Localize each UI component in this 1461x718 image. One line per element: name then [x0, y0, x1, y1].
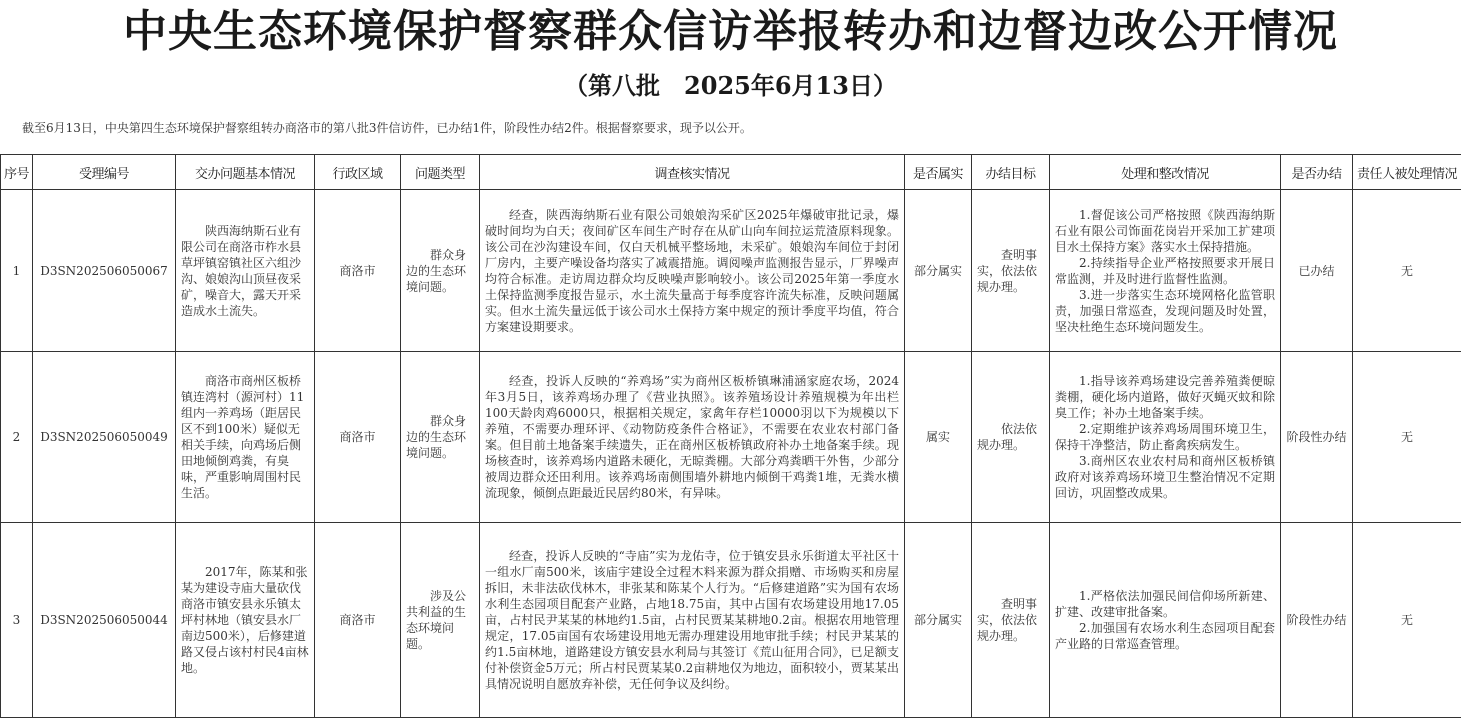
- col-header-no: 序号: [1, 155, 33, 190]
- basic-text: 陕西海纳斯石业有限公司在商洛市柞水县草坪镇窑镇社区六组沙沟、娘娘沟山顶昼夜采矿，噪音大，露天开采造成水土流失。: [181, 223, 309, 319]
- col-header-true-status: 是否属实: [905, 155, 972, 190]
- col-header-code: 受理编号: [33, 155, 176, 190]
- investigation-text: 经查，投诉人反映的“养鸡场”实为商州区板桥镇琳浦涵家庭农场，2024年3月5日，该养鸡场办理了《营业执照》。该养殖场设计养殖规模为年出栏100天龄肉鸡6000只，根据相关规定，家禽年存栏10000羽以下为规模以下养殖，不需要办理环评、《动物防疫条件合格证》，不需要在农业农村部门备案。但目前土地备案手续遗失，正在商州区板桥镇政府补办土地备案手续。现场核查时，该养鸡场内道路未硬化，无晾粪棚。大部分鸡粪晒干外售，少部分被周边群众还田利用。该养鸡场南侧围墙外耕地内倾倒干鸡粪1堆，无粪水横流现象，倾倒点距最近民居约80米，有异味。: [485, 373, 899, 501]
- table-row: [1, 352, 1461, 523]
- cell-true-status: 部分属实: [905, 190, 972, 352]
- cell-code: D3SN202506050067: [33, 190, 176, 352]
- cell-goal: [972, 190, 1050, 352]
- cell-investigation: [480, 190, 905, 352]
- goal-text: 依法依规办理。: [977, 421, 1044, 453]
- investigation-text: 经查，陕西海纳斯石业有限公司娘娘沟采矿区2025年爆破审批记录，爆破时间均为白天；夜间矿区车间生产时存在从矿山向车间拉运荒渣原料现象。该公司在沙沟建设车间，仅白天机械平整场地，未采矿。娘娘沟车间位于封闭厂房内，主要产噪设备均落实了减震措施。调阅噪声监测报告显示，厂界噪声均符合标准。走访周边群众均反映噪声影响较小。该公司2025年第一季度水土保持监测季度报告显示，水土流失量高于每季度容许流失标准，反映问题属实。但水土流失量远低于该公司水土保持方案中规定的预计季度平均值，符合方案建设期要求。: [485, 207, 899, 335]
- cell-goal: [972, 523, 1050, 718]
- complaint-table: [0, 154, 1461, 718]
- cell-basic: [176, 190, 315, 352]
- table-row: [1, 190, 1461, 352]
- type-text: 涉及公共利益的生态环境问题。: [406, 588, 474, 652]
- cell-accountability: 无: [1353, 352, 1461, 523]
- cell-type: [401, 190, 480, 352]
- handling-item: 1.督促该公司严格按照《陕西海纳斯石业有限公司饰面花岗岩开采加工扩建项目水土保持方案》落实水土保持措施。: [1055, 207, 1275, 255]
- cell-basic: [176, 523, 315, 718]
- cell-goal: [972, 352, 1050, 523]
- cell-region: 商洛市: [315, 523, 401, 718]
- cell-closed: 阶段性办结: [1281, 523, 1353, 718]
- handling-item: 2.定期维护该养鸡场周围环境卫生，保持干净整洁，防止畜禽疾病发生。: [1055, 421, 1275, 453]
- cell-accountability: 无: [1353, 523, 1461, 718]
- investigation-text: 经查，投诉人反映的“寺庙”实为龙佑寺，位于镇安县永乐街道太平社区十一组水厂南500米，该庙宇建设全过程木料来源为群众捐赠、市场购买和房屋拆旧，未非法砍伐林木，非张某和陈某个人行为。“后修建道路”实为国有农场水利生态园项目配套产业路，占地18.75亩，其中占国有农场建设用地17.05亩，占村民尹某某的林地约1.5亩，占村民贾某某耕地0.2亩。根据农用地管理规定，17.05亩国有农场建设用地无需办理建设用地审批手续；村民尹某某的约1.5亩林地，道路建设方镇安县水利局与其签订《荒山征用合同》，已足额支付补偿资金5万元；所占村民贾某某0.2亩耕地仅为地边，面积较小，贾某某出具情况说明自愿放弃补偿，无任何争议及纠纷。: [485, 548, 899, 692]
- cell-no: 3: [1, 523, 33, 718]
- cell-handling: [1050, 523, 1281, 718]
- cell-investigation: [480, 523, 905, 718]
- col-header-accountability: 责任人被处理情况: [1353, 155, 1461, 190]
- intro-paragraph: 截至6月13日，中央第四生态环境保护督察组转办商洛市的第八批3件信访件，已办结1件，阶段性办结2件。根据督察要求，现予以公开。: [22, 118, 1442, 138]
- cell-code: D3SN202506050049: [33, 352, 176, 523]
- cell-accountability: 无: [1353, 190, 1461, 352]
- basic-text: 商洛市商州区板桥镇连湾村（源河村）11组内一养鸡场（距居民区不到100米）疑似无相关手续，向鸡场后侧田地倾倒鸡粪，有臭味，严重影响周围村民生活。: [181, 373, 309, 501]
- col-header-type: 问题类型: [401, 155, 480, 190]
- col-header-region: 行政区域: [315, 155, 401, 190]
- cell-handling: [1050, 190, 1281, 352]
- cell-true-status: 属实: [905, 352, 972, 523]
- col-header-goal: 办结目标: [972, 155, 1050, 190]
- goal-text: 查明事实，依法依规办理。: [977, 247, 1044, 295]
- cell-no: 1: [1, 190, 33, 352]
- goal-text: 查明事实，依法依规办理。: [977, 596, 1044, 644]
- cell-handling: [1050, 352, 1281, 523]
- handling-item: 3.进一步落实生态环境网格化监管职责，加强日常巡查，发现问题及时处置，坚决杜绝生态环境问题发生。: [1055, 287, 1275, 335]
- col-header-closed: 是否办结: [1281, 155, 1353, 190]
- handling-item: 2.持续指导企业严格按照要求开展日常监测，并及时进行监督性监测。: [1055, 255, 1275, 287]
- cell-true-status: 部分属实: [905, 523, 972, 718]
- cell-investigation: [480, 352, 905, 523]
- col-header-basic: 交办问题基本情况: [176, 155, 315, 190]
- type-text: 群众身边的生态环境问题。: [406, 413, 474, 461]
- page-subtitle: （第八批 2025年6月13日）: [0, 66, 1461, 106]
- cell-code: D3SN202506050044: [33, 523, 176, 718]
- cell-region: 商洛市: [315, 352, 401, 523]
- type-text: 群众身边的生态环境问题。: [406, 247, 474, 295]
- cell-closed: 阶段性办结: [1281, 352, 1353, 523]
- handling-item: 1.严格依法加强民间信仰场所新建、扩建、改建审批备案。: [1055, 588, 1275, 620]
- table-row: [1, 523, 1461, 718]
- col-header-investigation: 调查核实情况: [480, 155, 905, 190]
- basic-text: 2017年，陈某和张某为建设寺庙大量砍伐商洛市镇安县永乐镇太坪村林地（镇安县水厂南边500米），后修建道路又侵占该村村民4亩林地。: [181, 564, 309, 676]
- handling-item: 3.商州区农业农村局和商州区板桥镇政府对该养鸡场环境卫生整治情况不定期回访，巩固整改成果。: [1055, 453, 1275, 501]
- cell-region: 商洛市: [315, 190, 401, 352]
- cell-closed: 已办结: [1281, 190, 1353, 352]
- col-header-handling: 处理和整改情况: [1050, 155, 1281, 190]
- cell-type: [401, 352, 480, 523]
- cell-type: [401, 523, 480, 718]
- cell-no: 2: [1, 352, 33, 523]
- handling-item: 1.指导该养鸡场建设完善养殖粪便晾粪棚，硬化场内道路，做好灭蝇灭蚊和除臭工作；补办土地备案手续。: [1055, 373, 1275, 421]
- table-header-row: [1, 155, 1461, 190]
- handling-item: 2.加强国有农场水利生态园项目配套产业路的日常巡查管理。: [1055, 620, 1275, 652]
- page-title: 中央生态环境保护督察群众信访举报转办和边督边改公开情况: [0, 4, 1461, 60]
- cell-basic: [176, 352, 315, 523]
